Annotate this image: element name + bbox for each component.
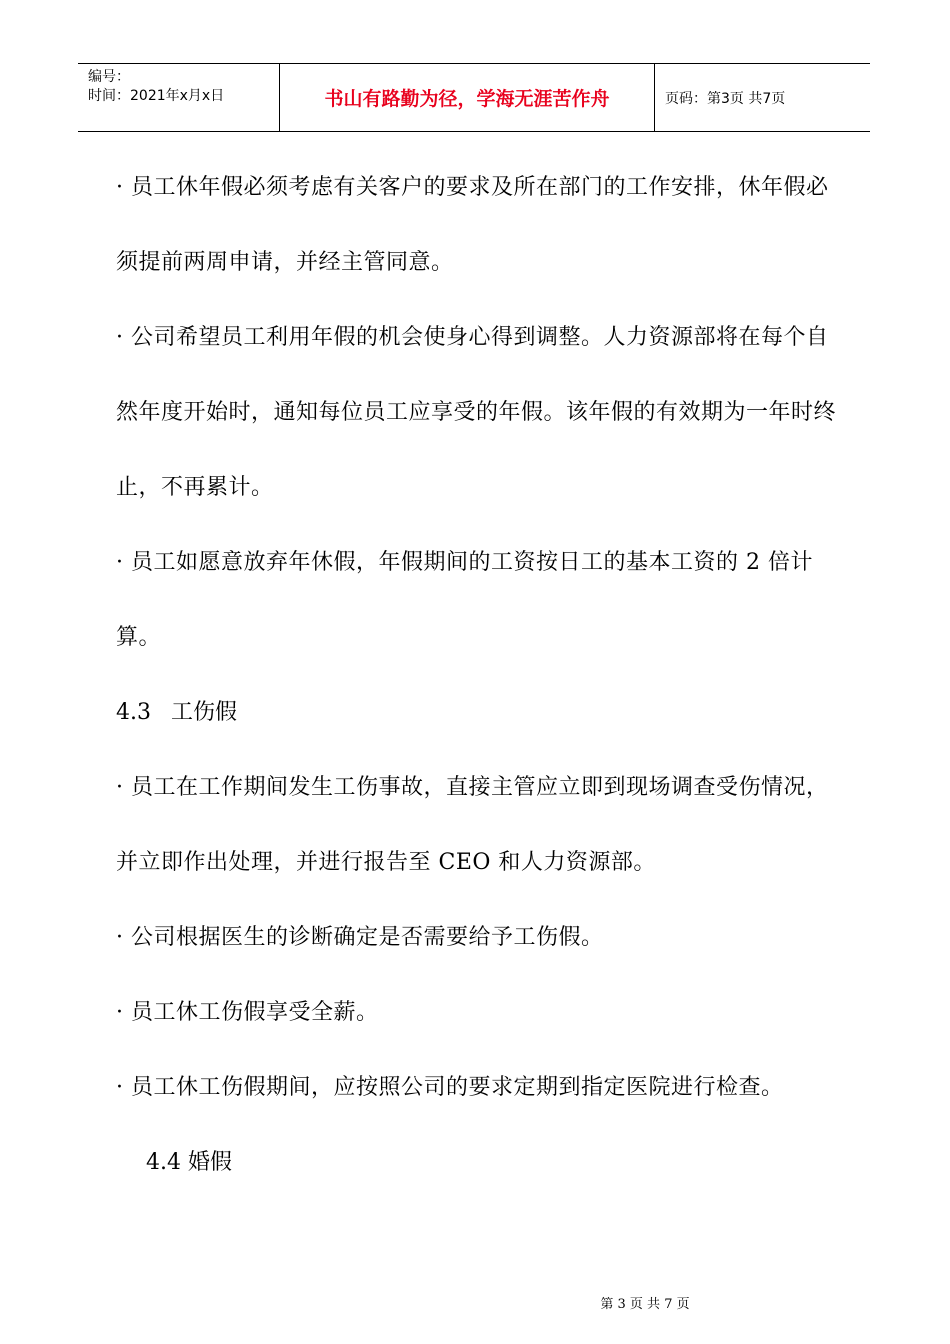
document-time: 时间：2021年x月x日 xyxy=(88,88,225,104)
page-header xyxy=(78,63,870,132)
paragraph-annual-leave-waiver: · 员工如愿意放弃年休假，年假期间的工资按日工的基本工资的 2 倍计算。 xyxy=(116,550,813,650)
document-body xyxy=(116,150,836,1200)
paragraph-annual-leave-application: · 员工休年假必须考虑有关客户的要求及所在部门的工作安排，休年假必须提前两周申请，并经主管同意。 xyxy=(116,175,829,275)
paragraph-annual-leave-purpose: · 公司希望员工利用年假的机会使身心得到调整。人力资源部将在每个自然年度开始时，通知每位员工应享受的年假。该年假的有效期为一年时终止，不再累计。 xyxy=(116,325,837,500)
paragraph-injury-report: · 员工在工作期间发生工伤事故，直接主管应立即到现场调查受伤情况，并立即作出处理，并进行报告至 CEO 和人力资源部。 xyxy=(116,775,829,875)
paragraph-injury-pay: · 员工休工伤假享受全薪。 xyxy=(116,1000,379,1025)
section-number: 4.3 xyxy=(116,700,151,725)
header-meta xyxy=(78,64,280,131)
header-motto: 书山有路勤为径，学海无涯苦作舟 xyxy=(280,64,655,131)
section-title: 婚假 xyxy=(188,1150,233,1175)
section-heading-work-injury xyxy=(116,675,836,750)
section-number: 4.4 xyxy=(146,1150,181,1175)
page-footer: 第 3 页 共 7 页 xyxy=(600,1297,690,1312)
document-number-label: 编号： xyxy=(88,69,130,85)
header-page-info: 页码：第3页 共7页 xyxy=(665,90,786,107)
section-title: 工伤假 xyxy=(171,700,238,725)
paragraph-injury-diagnosis: · 公司根据医生的诊断确定是否需要给予工伤假。 xyxy=(116,925,604,950)
section-heading-marriage-leave xyxy=(116,1125,836,1200)
paragraph-injury-checkup: · 员工休工伤假期间，应按照公司的要求定期到指定医院进行检查。 xyxy=(116,1075,784,1100)
